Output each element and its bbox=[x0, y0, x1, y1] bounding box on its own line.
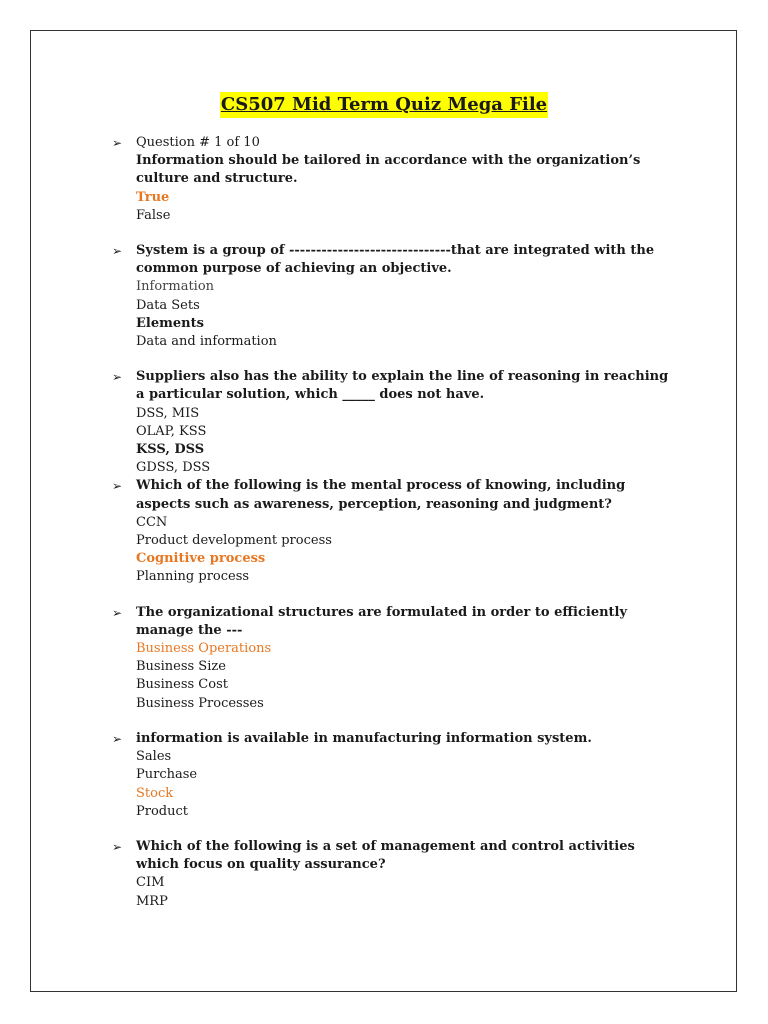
arrow-bullet-icon: ➢ bbox=[112, 479, 123, 494]
answer-option: False bbox=[136, 207, 171, 223]
question-list bbox=[112, 134, 672, 911]
question-6 bbox=[112, 730, 672, 821]
answer-option: Data Sets bbox=[136, 297, 200, 313]
question-stem: Suppliers also has the ability to explain the line of reasoning in reaching a particular solution, which _____ does not have. bbox=[136, 369, 669, 403]
answer-option: Information bbox=[136, 279, 215, 295]
question-1 bbox=[112, 134, 672, 225]
answer-option: Data and information bbox=[136, 334, 277, 350]
answer-option-correct: Elements bbox=[136, 315, 204, 331]
answer-option: Business Cost bbox=[136, 677, 228, 693]
answer-option: Business Size bbox=[136, 659, 226, 675]
arrow-bullet-icon: ➢ bbox=[112, 839, 123, 854]
answer-option: GDSS, DSS bbox=[136, 460, 211, 476]
question-2 bbox=[112, 242, 672, 351]
arrow-bullet-icon: ➢ bbox=[112, 731, 123, 746]
question-5 bbox=[112, 604, 672, 713]
question-stem: The organizational structures are formulated in order to efficiently manage the --- bbox=[136, 604, 628, 638]
answer-option-correct: True bbox=[136, 189, 170, 205]
arrow-bullet-icon: ➢ bbox=[112, 244, 123, 259]
answer-option: DSS, MIS bbox=[136, 405, 200, 421]
answer-option-correct: Stock bbox=[136, 785, 174, 801]
answer-option: CIM bbox=[136, 875, 165, 891]
answer-option: Product bbox=[136, 803, 188, 819]
answer-option: Planning process bbox=[136, 569, 250, 585]
question-4 bbox=[112, 477, 672, 586]
question-stem: Information should be tailored in accordance with the organization’s culture and structure. bbox=[136, 153, 641, 187]
question-stem: System is a group of ------------------------------that are integrated with the common purpose of achieving an objective. bbox=[136, 243, 655, 277]
question-header: Question # 1 of 10 bbox=[136, 135, 260, 150]
answer-option-correct: Business Operations bbox=[136, 641, 272, 657]
title-wrap bbox=[0, 92, 768, 118]
question-stem: Which of the following is a set of management and control activities which focus on quality assurance? bbox=[136, 838, 635, 873]
question-stem: Which of the following is the mental process of knowing, including aspects such as awareness, perception, reasoning and judgment? bbox=[136, 478, 626, 512]
question-7 bbox=[112, 838, 672, 911]
document-title: CS507 Mid Term Quiz Mega File bbox=[220, 92, 548, 118]
answer-option: OLAP, KSS bbox=[136, 423, 207, 439]
answer-option: Product development process bbox=[136, 533, 332, 549]
answer-option: Purchase bbox=[136, 767, 198, 783]
answer-option-correct: KSS, DSS bbox=[136, 442, 205, 458]
question-stem: information is available in manufacturing information system. bbox=[136, 730, 592, 746]
question-3 bbox=[112, 368, 672, 477]
answer-option: MRP bbox=[136, 893, 168, 909]
arrow-bullet-icon: ➢ bbox=[112, 605, 123, 620]
answer-option-correct: Cognitive process bbox=[136, 551, 266, 567]
answer-option: CCN bbox=[136, 514, 168, 530]
answer-option: Business Processes bbox=[136, 695, 264, 711]
arrow-bullet-icon: ➢ bbox=[112, 370, 123, 385]
arrow-bullet-icon: ➢ bbox=[112, 136, 123, 150]
answer-option: Sales bbox=[136, 749, 172, 765]
